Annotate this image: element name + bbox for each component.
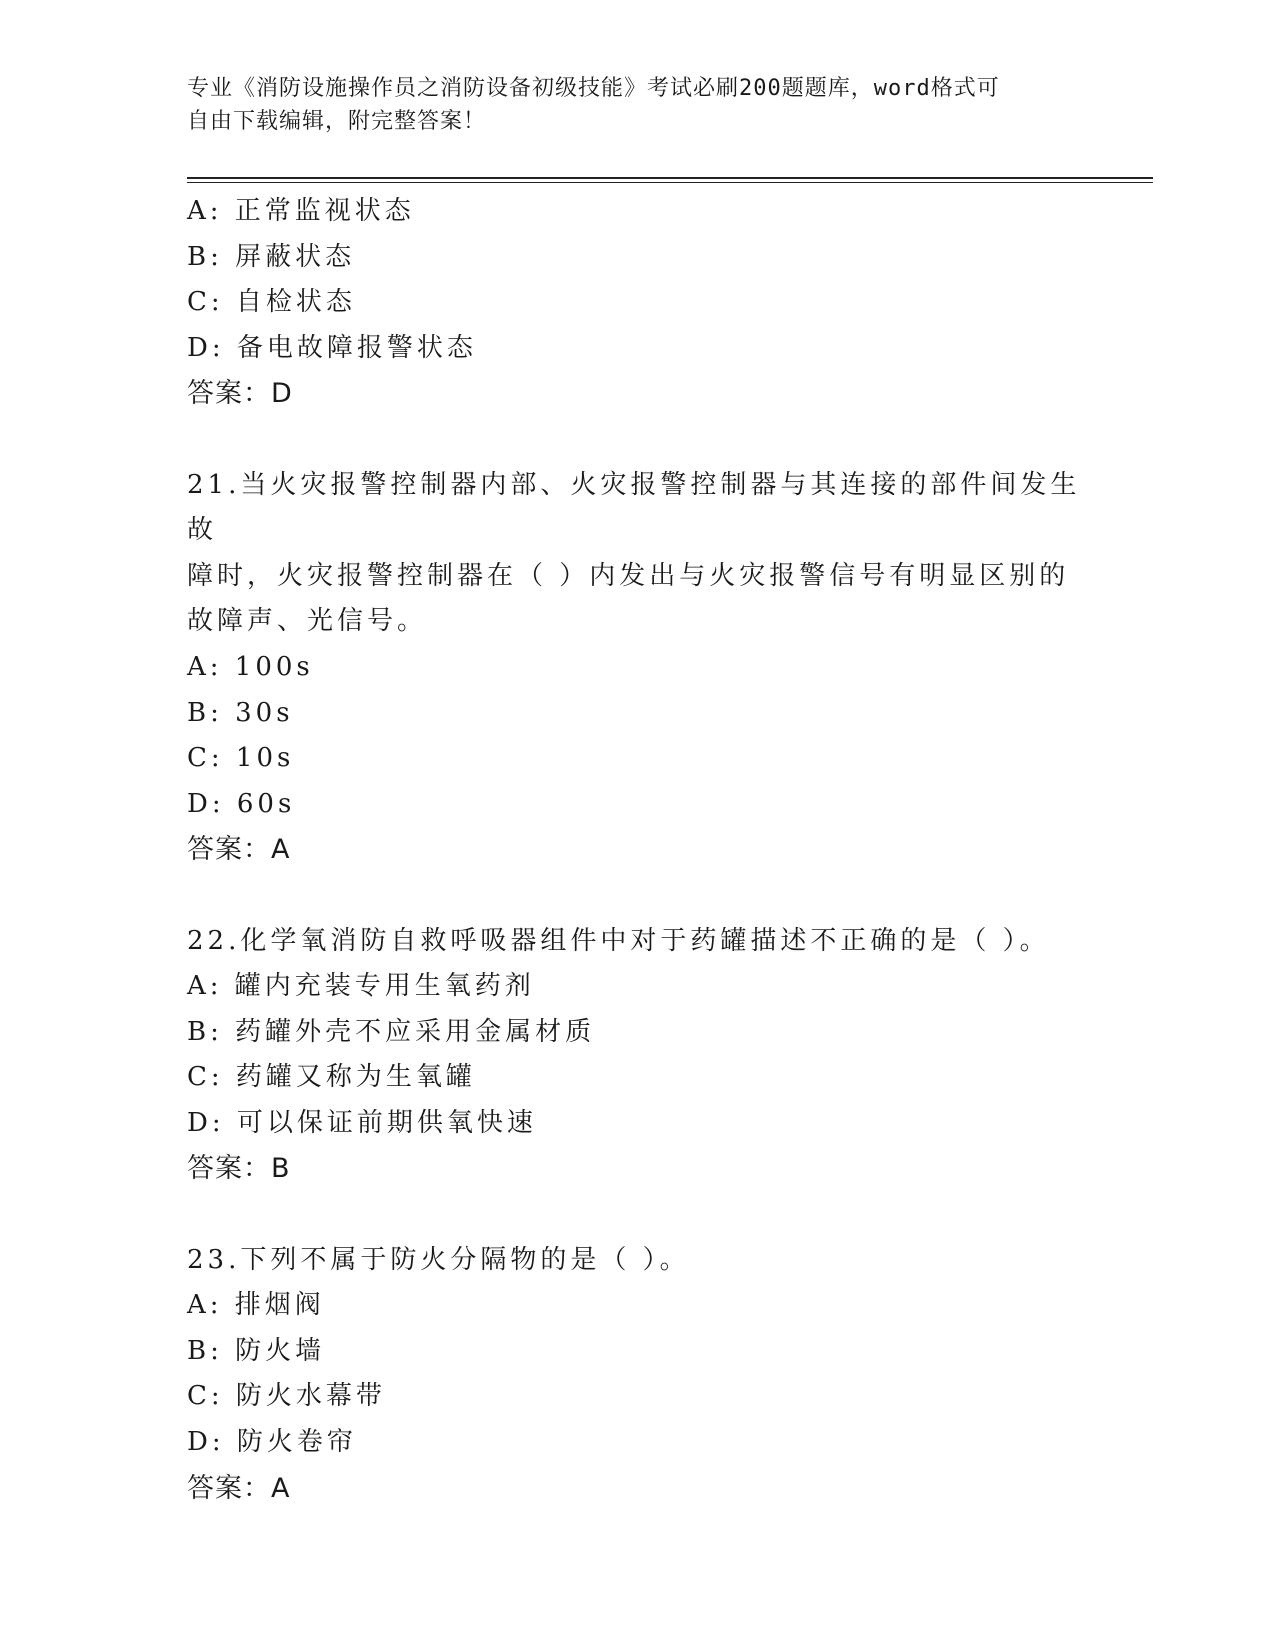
spacer xyxy=(187,873,1087,919)
header-divider-thin xyxy=(187,182,1153,183)
answer: 答案：A xyxy=(187,834,291,866)
header-line-2: 自由下载编辑，附完整答案！ xyxy=(187,109,487,134)
option-b: B: 药罐外壳不应采用金属材质 xyxy=(187,1016,596,1047)
option-a: A: 罐内充装专用生氧药剂 xyxy=(187,971,535,1002)
option-a: A: 正常监视状态 xyxy=(187,196,415,226)
option-c: C: 10s xyxy=(187,743,295,774)
spacer xyxy=(187,1192,1087,1238)
question-20 xyxy=(187,189,1087,417)
question-22 xyxy=(187,919,1087,1193)
option-c: C: 药罐又称为生氧罐 xyxy=(187,1062,476,1093)
answer: 答案：A xyxy=(187,1472,291,1504)
spacer xyxy=(187,417,1087,463)
document-header xyxy=(187,72,1087,138)
header-line-1: 专业《消防设施操作员之消防设备初级技能》考试必刷200题题库，word格式可 xyxy=(187,76,1000,101)
header-divider-thick xyxy=(187,177,1153,179)
option-c: C: 防火水幕带 xyxy=(187,1381,386,1412)
question-stem: 22.化学氧消防自救呼吸器组件中对于药罐描述不正确的是（ ）。 xyxy=(187,925,1050,956)
option-a: A: 排烟阀 xyxy=(187,1290,325,1321)
question-list xyxy=(187,189,1087,1511)
option-b: B: 屏蔽状态 xyxy=(187,241,356,272)
option-d: D: 可以保证前期供氧快速 xyxy=(187,1107,537,1138)
question-stem-line-2: 障时，火灾报警控制器在（ ）内发出与火灾报警信号有明显区别的 xyxy=(187,560,1070,591)
question-21 xyxy=(187,463,1087,873)
question-stem: 23.下列不属于防火分隔物的是（ ）。 xyxy=(187,1244,690,1275)
question-stem-line-1: 21.当火灾报警控制器内部、火灾报警控制器与其连接的部件间发生故 xyxy=(187,469,1081,546)
option-b: B: 防火墙 xyxy=(187,1335,326,1366)
option-d: D: 备电故障报警状态 xyxy=(187,332,477,363)
option-b: B: 30s xyxy=(187,697,294,728)
answer: 答案：D xyxy=(187,378,293,410)
option-d: D: 防火卷帘 xyxy=(187,1427,357,1458)
question-stem-line-3: 故障声、光信号。 xyxy=(187,606,428,637)
option-c: C: 自检状态 xyxy=(187,287,356,318)
answer: 答案：B xyxy=(187,1153,291,1185)
question-23 xyxy=(187,1238,1087,1512)
option-d: D: 60s xyxy=(187,788,296,819)
option-a: A: 100s xyxy=(187,651,314,682)
